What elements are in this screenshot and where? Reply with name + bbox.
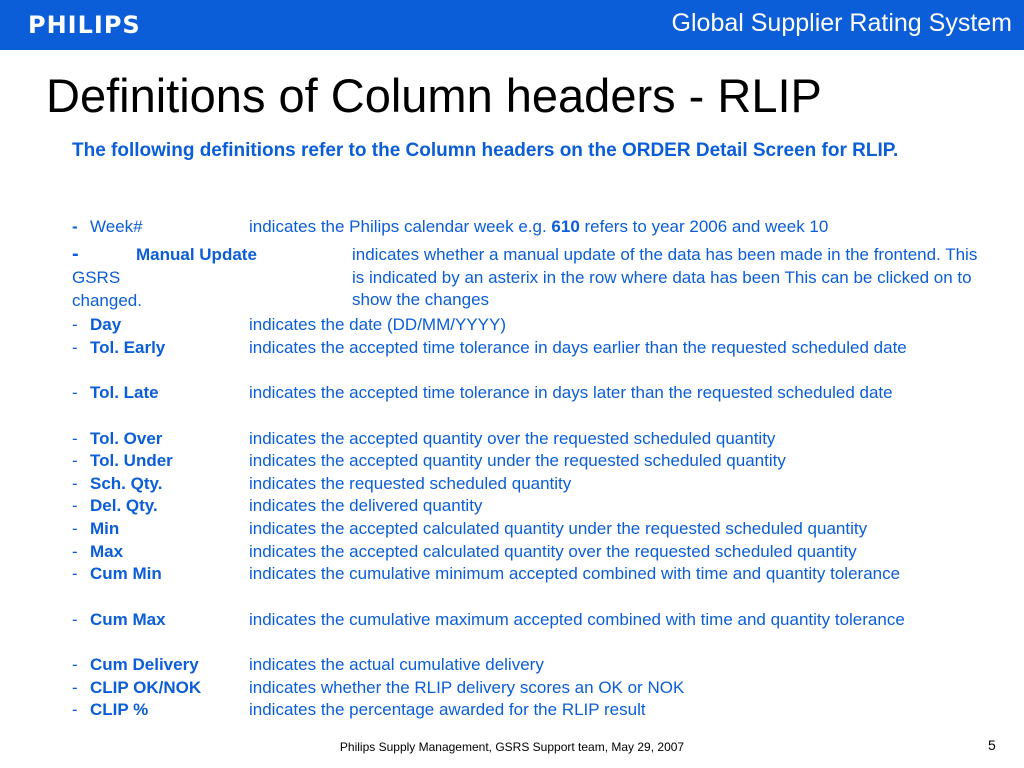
desc-week-example: 610 [551, 217, 580, 236]
bullet-dash: - [72, 655, 78, 674]
definition-description: indicates the requested scheduled quantity [249, 474, 572, 493]
definition-term: Tol. Over [90, 429, 163, 448]
definition-description: indicates the cumulative minimum accepted combined with time and quantity tolerance [249, 564, 901, 583]
bullet-dash: - [72, 542, 78, 561]
bullet-dash: - [72, 610, 78, 629]
bullet-dash: - [72, 496, 78, 515]
definition-term: Day [90, 315, 122, 334]
definition-term: Sch. Qty. [90, 474, 163, 493]
definition-term: Tol. Early [90, 338, 166, 357]
desc-week [249, 216, 989, 239]
bullet-dash: - [72, 315, 78, 334]
definition-description: indicates the accepted calculated quantity over the requested scheduled quantity [249, 542, 857, 561]
bullet-dash: - [72, 700, 78, 719]
definition-term: Max [90, 542, 124, 561]
bullet-dash: - [72, 243, 79, 265]
definition-term: Tol. Late [90, 383, 159, 402]
bullet-dash: - [72, 383, 78, 402]
bullet-dash: - [72, 217, 78, 236]
slide-title: Definitions of Column headers - RLIP [46, 69, 822, 122]
system-title: Global Supplier Rating System [671, 9, 1012, 37]
bullet-dash: - [72, 474, 78, 493]
definition-term: Cum Min [90, 564, 162, 583]
bullet-dash: - [72, 429, 78, 448]
manual-update-left-line2: changed. [72, 290, 142, 310]
footer-text: Philips Supply Management, GSRS Support team, May 29, 2007 [339, 740, 685, 754]
page-number: 5 [988, 737, 996, 753]
desc-week-before: indicates the Philips calendar week e.g. [249, 217, 552, 236]
definition-description: indicates the delivered quantity [249, 496, 483, 515]
manual-update-left-line1: GSRS [72, 268, 121, 287]
bullet-dash: - [72, 564, 78, 583]
definition-description: indicates the percentage awarded for the RLIP result [249, 700, 646, 719]
definition-term: Cum Max [90, 610, 166, 629]
definition-term: Min [90, 519, 120, 538]
intro-text: The following definitions refer to the Column headers on the ORDER Detail Screen for RLIP. [72, 140, 899, 161]
desc-manual-update: indicates whether a manual update of the data has been made in the frontend. This is indicated by an asterix in the row where data has been This can be clicked on to show the changes [352, 245, 978, 310]
definition-term: CLIP % [90, 700, 149, 719]
definition-term: Tol. Under [90, 451, 173, 470]
bullet-dash: - [72, 451, 78, 470]
definition-description: indicates the cumulative maximum accepted combined with time and quantity tolerance [249, 610, 905, 629]
definition-term: Del. Qty. [90, 496, 158, 515]
definition-description: indicates the accepted time tolerance in days later than the requested scheduled date [249, 383, 893, 402]
definition-description: indicates the accepted calculated quantity under the requested scheduled quantity [249, 519, 868, 538]
definition-description: indicates the date (DD/MM/YYYY) [249, 315, 506, 334]
term-week: Week# [90, 217, 143, 236]
term-manual-update: Manual Update [136, 245, 257, 264]
bullet-dash: - [72, 338, 78, 357]
bullet-dash: - [72, 519, 78, 538]
definition-description: indicates whether the RLIP delivery scores an OK or NOK [249, 678, 685, 697]
bullet-dash: - [72, 678, 78, 697]
definition-term: Cum Delivery [90, 655, 199, 674]
manual-update-left-text [72, 267, 142, 312]
desc-week-after: refers to year 2006 and week 10 [579, 217, 829, 236]
definition-term: CLIP OK/NOK [90, 678, 202, 697]
header-bar [0, 0, 1024, 50]
definition-description: indicates the accepted quantity over the requested scheduled quantity [249, 429, 776, 448]
philips-logo: PHILIPS [28, 11, 141, 39]
definition-description: indicates the accepted quantity under the requested scheduled quantity [249, 451, 786, 470]
definition-description: indicates the accepted time tolerance in days earlier than the requested scheduled date [249, 338, 907, 357]
definition-description: indicates the actual cumulative delivery [249, 655, 544, 674]
